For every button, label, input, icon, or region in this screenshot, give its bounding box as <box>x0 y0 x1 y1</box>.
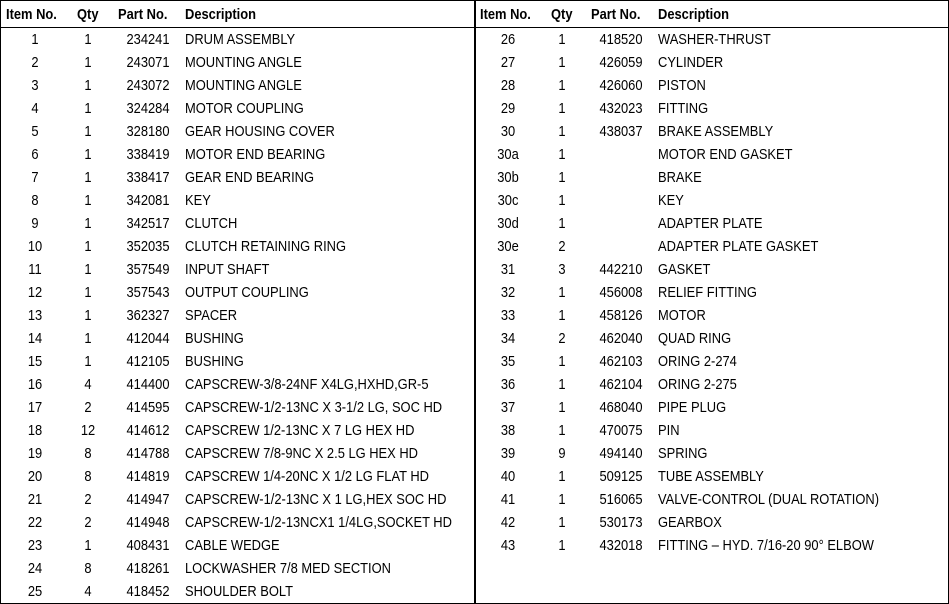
part-no-cell: 414788 <box>126 445 170 462</box>
description-cell: MOUNTING ANGLE <box>185 54 302 71</box>
description-cell: MOTOR <box>658 307 706 324</box>
part-no-cell <box>594 212 647 235</box>
description-cell: PIN <box>658 422 680 439</box>
description-cell: BRAKE <box>658 169 702 186</box>
item-no-cell: 10 <box>27 238 43 255</box>
description-cell: PISTON <box>658 77 706 94</box>
qty-cell: 1 <box>558 307 566 324</box>
part-no-cell: 243071 <box>126 54 170 71</box>
qty-cell: 1 <box>558 376 566 393</box>
description-cell: INPUT SHAFT <box>185 261 270 278</box>
part-no-cell: 342517 <box>126 215 170 232</box>
item-no-cell: 5 <box>31 123 39 140</box>
part-no-cell <box>594 166 647 189</box>
qty-cell: 1 <box>84 284 92 301</box>
description-cell: MOTOR COUPLING <box>185 100 304 117</box>
part-no-cell: 338419 <box>126 146 170 163</box>
parts-table-left <box>1 1 474 603</box>
description-cell: GASKET <box>658 261 711 278</box>
qty-cell: 1 <box>558 146 566 163</box>
qty-cell: 1 <box>84 169 92 186</box>
part-no-cell: 414948 <box>126 514 170 531</box>
part-no-cell: 414400 <box>126 376 170 393</box>
part-no-cell: 418520 <box>599 31 643 48</box>
item-no-cell: 18 <box>27 422 43 439</box>
description-cell: DRUM ASSEMBLY <box>185 31 296 48</box>
description-cell: SPACER <box>185 307 238 324</box>
qty-cell: 1 <box>84 330 92 347</box>
header-item-no: Item No. <box>480 6 531 23</box>
qty-cell: 1 <box>558 468 566 485</box>
part-no-cell: 426060 <box>599 77 643 94</box>
item-no-cell: 30 <box>500 123 516 140</box>
description-cell: ORING 2-274 <box>658 353 737 370</box>
description-cell: GEAR END BEARING <box>185 169 315 186</box>
part-no-cell: 414819 <box>126 468 170 485</box>
description-cell: CAPSCREW 7/8-9NC X 2.5 LG HEX HD <box>185 445 418 462</box>
part-no-cell <box>594 189 647 212</box>
header-qty: Qty <box>77 6 99 23</box>
qty-cell: 1 <box>84 353 92 370</box>
qty-cell: 4 <box>84 583 92 600</box>
item-no-cell: 24 <box>27 560 43 577</box>
item-no-cell: 41 <box>500 491 516 508</box>
part-no-cell: 362327 <box>126 307 170 324</box>
part-no-cell: 456008 <box>599 284 643 301</box>
qty-cell: 2 <box>84 514 92 531</box>
qty-cell: 2 <box>84 399 92 416</box>
description-cell: OUTPUT COUPLING <box>185 284 309 301</box>
qty-cell: 12 <box>80 422 96 439</box>
description-cell: SPRING <box>658 445 708 462</box>
part-no-cell: 414947 <box>126 491 170 508</box>
part-no-cell: 357543 <box>126 284 170 301</box>
part-no-cell: 462040 <box>599 330 643 347</box>
part-no-cell: 357549 <box>126 261 170 278</box>
item-no-cell: 34 <box>500 330 516 347</box>
part-no-cell: 412044 <box>126 330 170 347</box>
qty-cell: 8 <box>84 468 92 485</box>
item-no-cell: 12 <box>27 284 43 301</box>
description-cell: CAPSCREW-3/8-24NF X4LG,HXHD,GR-5 <box>185 376 429 393</box>
description-cell: CYLINDER <box>658 54 724 71</box>
item-no-cell: 14 <box>27 330 43 347</box>
item-no-cell: 4 <box>31 100 39 117</box>
qty-cell: 1 <box>558 353 566 370</box>
part-no-cell: 426059 <box>599 54 643 71</box>
description-cell: CAPSCREW-1/2-13NC X 3-1/2 LG, SOC HD <box>185 399 443 416</box>
qty-cell: 1 <box>558 399 566 416</box>
qty-cell: 1 <box>84 215 92 232</box>
description-cell: MOUNTING ANGLE <box>185 77 302 94</box>
item-no-cell: 13 <box>27 307 43 324</box>
part-no-cell: 243072 <box>126 77 170 94</box>
qty-cell: 8 <box>84 445 92 462</box>
description-cell: CLUTCH RETAINING RING <box>185 238 347 255</box>
qty-cell: 1 <box>558 422 566 439</box>
item-no-cell: 38 <box>500 422 516 439</box>
header-qty: Qty <box>551 6 573 23</box>
description-cell: CAPSCREW-1/2-13NC X 1 LG,HEX SOC HD <box>185 491 447 508</box>
item-no-cell: 17 <box>27 399 43 416</box>
qty-cell: 1 <box>84 54 92 71</box>
item-no-cell: 19 <box>27 445 43 462</box>
qty-cell: 1 <box>558 215 566 232</box>
item-no-cell: 2 <box>31 54 39 71</box>
header-part-no: Part No. <box>591 6 641 23</box>
qty-cell: 1 <box>558 284 566 301</box>
description-cell: KEY <box>658 192 684 209</box>
column-divider <box>474 1 476 603</box>
part-no-cell: 432018 <box>599 537 643 554</box>
description-cell: RELIEF FITTING <box>658 284 757 301</box>
part-no-cell: 408431 <box>126 537 170 554</box>
header-description: Description <box>185 6 256 23</box>
qty-cell: 1 <box>84 307 92 324</box>
part-no-cell: 432023 <box>599 100 643 117</box>
part-no-cell: 509125 <box>599 468 643 485</box>
description-cell: KEY <box>185 192 211 209</box>
part-no-cell: 462103 <box>599 353 643 370</box>
qty-cell: 1 <box>558 31 566 48</box>
qty-cell: 1 <box>84 261 92 278</box>
part-no-cell: 352035 <box>126 238 170 255</box>
qty-cell: 2 <box>558 330 566 347</box>
part-no-cell: 530173 <box>599 514 643 531</box>
part-no-cell: 414612 <box>126 422 170 439</box>
description-cell: CAPSCREW-1/2-13NCX1 1/4LG,SOCKET HD <box>185 514 452 531</box>
part-no-cell: 494140 <box>599 445 643 462</box>
description-cell: FITTING <box>658 100 709 117</box>
qty-cell: 1 <box>558 537 566 554</box>
item-no-cell: 43 <box>500 537 516 554</box>
description-cell: MOTOR END GASKET <box>658 146 793 163</box>
item-no-cell: 35 <box>500 353 516 370</box>
part-no-cell: 412105 <box>126 353 170 370</box>
description-cell: MOTOR END BEARING <box>185 146 326 163</box>
item-no-cell: 11 <box>28 261 42 278</box>
description-cell: GEARBOX <box>658 514 722 531</box>
part-no-cell: 342081 <box>126 192 170 209</box>
qty-cell: 2 <box>84 491 92 508</box>
header-part-no: Part No. <box>118 6 168 23</box>
item-no-cell: 30c <box>497 192 519 209</box>
description-cell: BUSHING <box>185 353 244 370</box>
part-no-cell: 234241 <box>126 31 170 48</box>
item-no-cell: 6 <box>31 146 39 163</box>
part-no-cell: 338417 <box>126 169 170 186</box>
item-no-cell: 42 <box>500 514 516 531</box>
part-no-cell: 442210 <box>599 261 643 278</box>
description-cell: BRAKE ASSEMBLY <box>658 123 774 140</box>
item-no-cell: 30a <box>497 146 519 163</box>
description-cell: CLUTCH <box>185 215 238 232</box>
description-cell: FITTING – HYD. 7/16-20 90° ELBOW <box>658 537 874 554</box>
qty-cell: 1 <box>558 491 566 508</box>
part-no-cell: 328180 <box>126 123 170 140</box>
item-no-cell: 29 <box>500 100 516 117</box>
item-no-cell: 32 <box>500 284 516 301</box>
item-no-cell: 30d <box>497 215 519 232</box>
item-no-cell: 9 <box>31 215 39 232</box>
description-cell: CAPSCREW 1/4-20NC X 1/2 LG FLAT HD <box>185 468 429 485</box>
part-no-cell: 418452 <box>126 583 170 600</box>
qty-cell: 8 <box>84 560 92 577</box>
qty-cell: 1 <box>558 100 566 117</box>
qty-cell: 2 <box>558 238 566 255</box>
item-no-cell: 22 <box>27 514 43 531</box>
part-no-cell: 470075 <box>599 422 643 439</box>
description-cell: GEAR HOUSING COVER <box>185 123 335 140</box>
description-cell: PIPE PLUG <box>658 399 727 416</box>
qty-cell: 4 <box>84 376 92 393</box>
qty-cell: 1 <box>558 192 566 209</box>
item-no-cell: 1 <box>31 31 39 48</box>
item-no-cell: 3 <box>31 77 39 94</box>
item-no-cell: 30b <box>497 169 519 186</box>
item-no-cell: 26 <box>500 31 516 48</box>
description-cell: CAPSCREW 1/2-13NC X 7 LG HEX HD <box>185 422 415 439</box>
qty-cell: 1 <box>84 146 92 163</box>
description-cell: ADAPTER PLATE <box>658 215 763 232</box>
description-cell: BUSHING <box>185 330 244 347</box>
item-no-cell: 21 <box>27 491 43 508</box>
qty-cell: 1 <box>84 192 92 209</box>
part-no-cell: 516065 <box>599 491 643 508</box>
header-description: Description <box>658 6 729 23</box>
part-no-cell: 458126 <box>599 307 643 324</box>
part-no-cell: 468040 <box>599 399 643 416</box>
part-no-cell: 324284 <box>126 100 170 117</box>
qty-cell: 1 <box>84 537 92 554</box>
qty-cell: 1 <box>84 31 92 48</box>
part-no-cell: 418261 <box>126 560 170 577</box>
qty-cell: 1 <box>558 123 566 140</box>
item-no-cell: 16 <box>27 376 43 393</box>
item-no-cell: 8 <box>31 192 39 209</box>
item-no-cell: 20 <box>27 468 43 485</box>
description-cell: SHOULDER BOLT <box>185 583 294 600</box>
qty-cell: 1 <box>558 169 566 186</box>
description-cell: TUBE ASSEMBLY <box>658 468 764 485</box>
description-cell: ORING 2-275 <box>658 376 737 393</box>
description-cell: ADAPTER PLATE GASKET <box>658 238 819 255</box>
item-no-cell: 33 <box>500 307 516 324</box>
description-cell: WASHER-THRUST <box>658 31 771 48</box>
item-no-cell: 30e <box>497 238 519 255</box>
qty-cell: 3 <box>558 261 566 278</box>
description-cell: VALVE-CONTROL (DUAL ROTATION) <box>658 491 879 508</box>
qty-cell: 1 <box>558 77 566 94</box>
qty-cell: 1 <box>84 77 92 94</box>
item-no-cell: 28 <box>500 77 516 94</box>
part-no-cell: 414595 <box>126 399 170 416</box>
item-no-cell: 7 <box>31 169 39 186</box>
item-no-cell: 31 <box>500 261 516 278</box>
qty-cell: 1 <box>84 238 92 255</box>
item-no-cell: 39 <box>500 445 516 462</box>
qty-cell: 1 <box>558 514 566 531</box>
parts-table-right <box>476 1 948 603</box>
qty-cell: 1 <box>84 100 92 117</box>
part-no-cell <box>594 235 647 258</box>
item-no-cell: 36 <box>500 376 516 393</box>
qty-cell: 1 <box>84 123 92 140</box>
item-no-cell: 40 <box>500 468 516 485</box>
header-item-no: Item No. <box>6 6 57 23</box>
item-no-cell: 27 <box>500 54 516 71</box>
part-no-cell: 462104 <box>599 376 643 393</box>
item-no-cell: 37 <box>500 399 516 416</box>
item-no-cell: 25 <box>27 583 43 600</box>
part-no-cell: 438037 <box>599 123 643 140</box>
item-no-cell: 15 <box>27 353 43 370</box>
description-cell: QUAD RING <box>658 330 732 347</box>
qty-cell: 9 <box>558 445 566 462</box>
part-no-cell <box>594 143 647 166</box>
description-cell: CABLE WEDGE <box>185 537 280 554</box>
item-no-cell: 23 <box>27 537 43 554</box>
description-cell: LOCKWASHER 7/8 MED SECTION <box>185 560 391 577</box>
qty-cell: 1 <box>558 54 566 71</box>
